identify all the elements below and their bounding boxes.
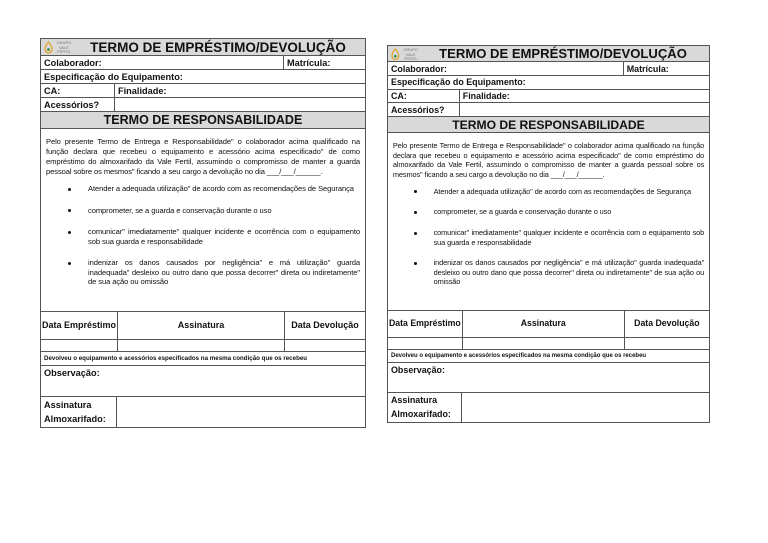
especificacao-label: Especificação do Equipamento: (391, 77, 526, 88)
bullet-icon (68, 209, 71, 212)
devolveu-row (41, 352, 365, 366)
data-devolucao-input[interactable] (625, 338, 709, 349)
col-assinatura: Assinatura (463, 311, 625, 337)
assinatura-input[interactable] (118, 340, 285, 351)
leaf-drop-icon (391, 48, 400, 61)
acessorios-label: Acessórios? (44, 99, 100, 110)
assinatura-input[interactable] (463, 338, 625, 349)
colaborador-label: Colaborador: (391, 63, 447, 74)
acessorios-field[interactable] (41, 98, 115, 111)
obligation-item (393, 187, 704, 196)
matricula-field[interactable] (284, 56, 365, 69)
signature-header-row (388, 311, 709, 338)
data-emprestimo-input[interactable] (388, 338, 463, 349)
loan-form-2 (387, 45, 710, 423)
ca-row (388, 90, 709, 104)
bullet-icon (414, 211, 417, 214)
especificacao-field[interactable] (388, 76, 709, 89)
obligation-text: comunicar" imediatamente" qualquer incidente e ocorrência com o equipamento sob sua guarda e responsabilidade (88, 227, 360, 246)
obligation-text: comunicar" imediatamente" qualquer incidente e ocorrência com o equipamento sob sua guarda e responsabilidade (433, 228, 705, 247)
devolveu-text: Devolveu o equipamento e acessórios especificados na mesma condição que os recebeu (391, 352, 647, 359)
logo-text: GRUPO VALE FERTIL (56, 40, 72, 54)
especificacao-row (41, 70, 365, 84)
obligation-item (46, 206, 360, 216)
assinatura-almox-label: Assinatura Almoxarifado: (388, 393, 462, 422)
responsabilidade-title: TERMO DE RESPONSABILIDADE (41, 112, 365, 129)
obligation-item (393, 228, 704, 246)
obligation-text: Atender a adequada utilização" de acordo com as recomendações de Segurança (88, 184, 354, 193)
colaborador-row (41, 56, 365, 70)
col-data-devolucao: Data Devolução (291, 319, 359, 330)
acessorios-value[interactable] (460, 103, 709, 116)
company-logo (44, 41, 73, 55)
loan-form-1 (40, 38, 366, 428)
form-title-bar (41, 39, 365, 56)
obligation-text: comprometer, se a guarda e conservação durante o uso (433, 207, 612, 217)
acessorios-field[interactable] (388, 103, 460, 116)
terms-paragraph: Pelo presente Termo de Entrega e Responsabilidade" o colaborador acima qualificado na função declara que recebeu o equipamento e acessório acima especificado" de como empréstimo do almoxarifado da Vale Fertil, assumindo o compromisso de manter a guarda pessoal sobre os mesmos" ficando a seu cargo a devolução no dia ___/___/______. (392, 141, 705, 180)
finalidade-field[interactable] (460, 90, 709, 103)
especificacao-label: Especificação do Equipamento: (44, 71, 183, 82)
acessorios-label: Acessórios? (391, 104, 445, 115)
ca-field[interactable] (41, 84, 115, 97)
obligation-text: indenizar os danos causados por negligência" e má utilização" guarda inadequada" desleixo ou outro dano que possa decorrer" direta ou indiretamente" de sua ação ou omissão (433, 258, 705, 286)
bullet-icon (68, 231, 71, 234)
finalidade-label: Finalidade: (462, 90, 510, 101)
bullet-icon (414, 232, 417, 235)
data-emprestimo-input[interactable] (41, 340, 118, 351)
ca-label: CA: (44, 85, 61, 96)
col-assinatura: Assinatura (118, 312, 285, 339)
observacao-row (41, 366, 365, 397)
form-title: TERMO DE EMPRÉSTIMO/DEVOLUÇÃO (439, 46, 687, 62)
signature-header-row (41, 312, 365, 340)
obligation-item (393, 207, 704, 216)
terms-body (388, 133, 709, 311)
assinatura-almox-row (388, 393, 709, 422)
colaborador-label: Colaborador: (44, 57, 102, 68)
form-title: TERMO DE EMPRÉSTIMO/DEVOLUÇÃO (90, 39, 346, 55)
observacao-row (388, 363, 709, 393)
obligation-item (46, 184, 360, 194)
obligation-item (46, 258, 360, 287)
terms-body (41, 129, 365, 312)
devolveu-row (388, 350, 709, 364)
obligation-text: Atender a adequada utilização" de acordo com as recomendações de Segurança (433, 186, 692, 196)
data-devolucao-input[interactable] (285, 340, 365, 351)
assinatura-almox-input[interactable] (462, 393, 709, 422)
col-data-devolucao: Data Devolução (634, 318, 700, 329)
obligation-text: indenizar os danos causados por negligência" e má utilização" guarda inadequada" desleixo ou outro dano que possa decorrer" direta ou indiretamente" de sua ação ou omissão (88, 258, 360, 286)
leaf-drop-icon (44, 41, 53, 54)
obligation-item (46, 227, 360, 246)
obligations-list (393, 187, 704, 286)
especificacao-row (388, 76, 709, 90)
obligations-list (46, 184, 360, 287)
observacao-field[interactable]: Observação: (44, 368, 100, 378)
col-data-emprestimo: Data Empréstimo (41, 312, 118, 339)
observacao-field[interactable]: Observação: (391, 365, 445, 376)
signature-entry-row (41, 340, 365, 352)
matricula-label: Matrícula: (287, 57, 331, 68)
ca-field[interactable] (388, 90, 460, 103)
bullet-icon (68, 262, 71, 265)
responsabilidade-title: TERMO DE RESPONSABILIDADE (388, 117, 709, 133)
colaborador-field[interactable] (388, 62, 624, 75)
matricula-field[interactable] (624, 62, 709, 75)
bullet-icon (414, 262, 417, 265)
logo-text: GRUPO VALE FERTIL (403, 47, 419, 61)
assinatura-almox-input[interactable] (117, 397, 365, 427)
finalidade-label: Finalidade: (118, 85, 167, 96)
col-data-emprestimo: Data Empréstimo (388, 311, 463, 337)
signature-entry-row (388, 338, 709, 350)
bullet-icon (68, 188, 71, 191)
ca-row (41, 84, 365, 98)
finalidade-field[interactable] (115, 84, 365, 97)
devolveu-text: Devolveu o equipamento e acessórios especificados na mesma condição que os recebeu (44, 355, 308, 362)
bullet-icon (414, 190, 417, 193)
obligation-item (393, 258, 704, 286)
obligation-text: comprometer, se a guarda e conservação durante o uso (88, 205, 272, 215)
assinatura-almox-row (41, 397, 365, 427)
colaborador-field[interactable] (41, 56, 284, 69)
acessorios-row (388, 103, 709, 117)
colaborador-row (388, 62, 709, 76)
especificacao-field[interactable] (41, 70, 365, 83)
terms-paragraph: Pelo presente Termo de Entrega e Responsabilidade" o colaborador acima qualificado na função declara que recebeu o equipamento e acessório acima especificado" de como empréstimo do almoxarifado da Vale Fertil, assumindo o compromisso de manter a guarda pessoal sobre os mesmos" ficando a seu cargo a devolução no dia ___/___/______. (46, 137, 360, 176)
acessorios-row (41, 98, 365, 112)
acessorios-value[interactable] (115, 98, 365, 111)
matricula-label: Matrícula: (626, 63, 669, 74)
company-logo (391, 48, 420, 62)
assinatura-almox-label: Assinatura Almoxarifado: (41, 397, 117, 427)
form-title-bar (388, 46, 709, 62)
ca-label: CA: (391, 90, 407, 101)
